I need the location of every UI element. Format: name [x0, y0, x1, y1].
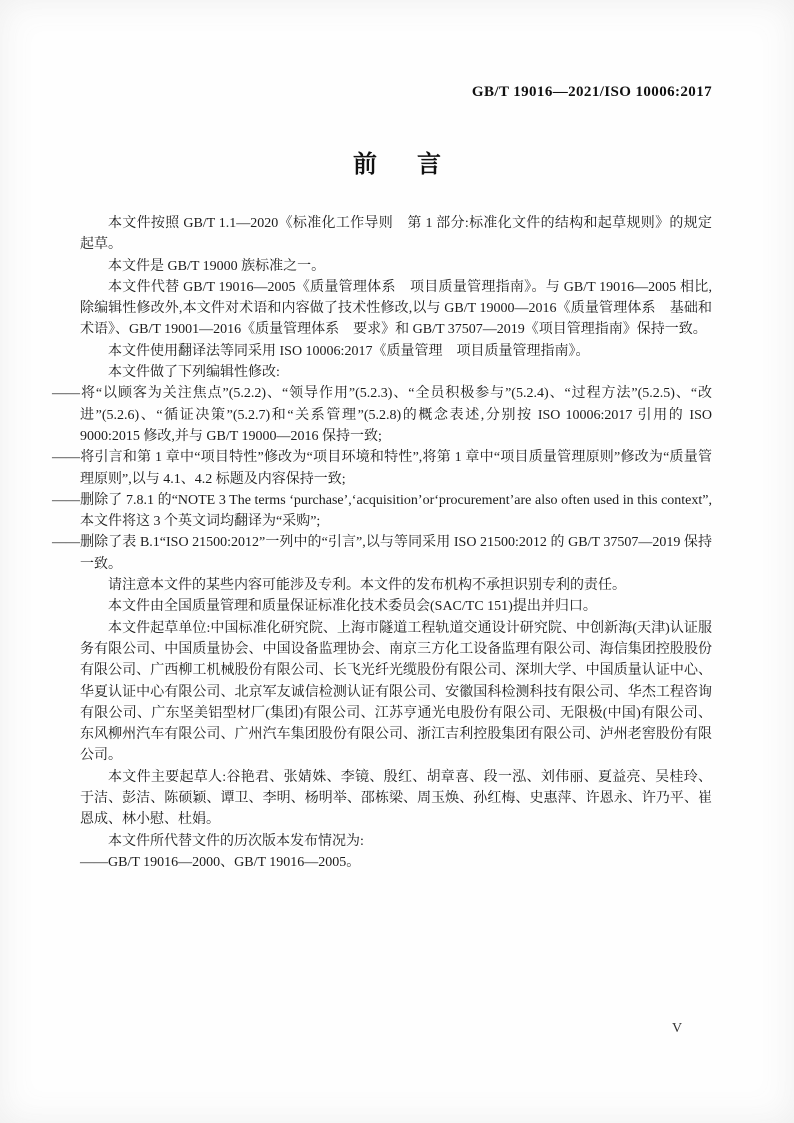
- standard-number-header: GB/T 19016—2021/ISO 10006:2017: [471, 84, 712, 100]
- previous-editions-item: ——GB/T 19016—2000、GB/T 19016—2005。: [80, 854, 361, 870]
- foreword-body: [52, 213, 712, 873]
- foreword-title-char-2: 言: [417, 152, 441, 178]
- editorial-change-item-4: ——删除了表 B.1“ISO 21500:2012”一列中的“引言”,以与等同采用 ISO 21500:2012 的 GB/T 37507—2019 保持一致。: [52, 535, 712, 572]
- paragraph-editorial-intro: 本文件做了下列编辑性修改:: [108, 365, 280, 381]
- paragraph-main-drafters: 本文件主要起草人:谷艳君、张婧姝、李镜、殷红、胡章喜、段一泓、刘伟丽、夏益亮、吴桂玲、于洁、彭洁、陈硕颖、谭卫、李明、杨明举、邵栋梁、周玉焕、孙红梅、史惠萍、许恩永、许乃平、崔恩成、林小慰、杜娟。: [80, 769, 712, 828]
- editorial-change-item-3: ——删除了 7.8.1 的“NOTE 3 The terms ‘purchase’,‘acquisition’or‘procurement’are also often used in this context”,本文件将这 3 个英文词均翻译为“采购”;: [52, 492, 712, 530]
- foreword-title-char-1: 前: [353, 152, 377, 178]
- paragraph-replaces: 本文件代替 GB/T 19016—2005《质量管理体系 项目质量管理指南》。与 GB/T 19016—2005 相比,除编辑性修改外,本文件对术语和内容做了技术性修改,以与 GB/T 19000—2016《质量管理体系 基础和术语》、GB/T 19001—2016《质量管理体系 要求》和 GB/T 37507—2019《项目管理指南》保持一致。: [80, 279, 712, 338]
- paragraph-previous-editions-intro: 本文件所代替文件的历次版本发布情况为:: [108, 833, 364, 849]
- foreword-title: [0, 144, 794, 179]
- paragraph-patent-notice: 请注意本文件的某些内容可能涉及专利。本文件的发布机构不承担识别专利的责任。: [108, 578, 626, 594]
- paragraph-drafting-rules: 本文件按照 GB/T 1.1—2020《标准化工作导则 第 1 部分:标准化文件的结构和起草规则》的规定起草。: [80, 216, 712, 253]
- paragraph-drafting-units: 本文件起草单位:中国标准化研究院、上海市隧道工程轨道交通设计研究院、中创新海(天津)认证服务有限公司、中国质量协会、中国设备监理协会、南京三方化工设备监理有限公司、海信集团控股股份有限公司、广西柳工机械股份有限公司、长飞光纤光缆股份有限公司、深圳大学、中国质量认证中心、华夏认证中心有限公司、北京军友诚信检测认证有限公司、安徽国科检测科技有限公司、华杰工程咨询有限公司、广东坚美铝型材厂(集团)有限公司、江苏亨通光电股份有限公司、无限极(中国)有限公司、东风柳州汽车有限公司、广州汽车集团股份有限公司、浙江吉利控股集团有限公司、泸州老窖股份有限公司。: [80, 620, 712, 764]
- paragraph-translation-method: 本文件使用翻译法等同采用 ISO 10006:2017《质量管理 项目质量管理指南》。: [108, 343, 590, 359]
- editorial-change-item-2: ——将引言和第 1 章中“项目特性”修改为“项目环境和特性”,将第 1 章中“项目质量管理原则”修改为“质量管理原则”,以与 4.1、4.2 标题及内容保持一致;: [52, 450, 712, 487]
- paragraph-proposing-committee: 本文件由全国质量管理和质量保证标准化技术委员会(SAC/TC 151)提出并归口。: [108, 599, 597, 615]
- page-number: V: [672, 1021, 683, 1036]
- paragraph-standard-family: 本文件是 GB/T 19000 族标准之一。: [108, 258, 326, 274]
- editorial-change-item-1: ——将“以顾客为关注焦点”(5.2.2)、“领导作用”(5.2.3)、“全员积极参与”(5.2.4)、“过程方法”(5.2.5)、“改进”(5.2.6)、“循证决策”(5.2.7)和“关系管理”(5.2.8)的概念表述,分别按 ISO 10006:2017 引用的 ISO 9000:2015 修改,并与 GB/T 19000—2016 保持一致;: [52, 386, 712, 444]
